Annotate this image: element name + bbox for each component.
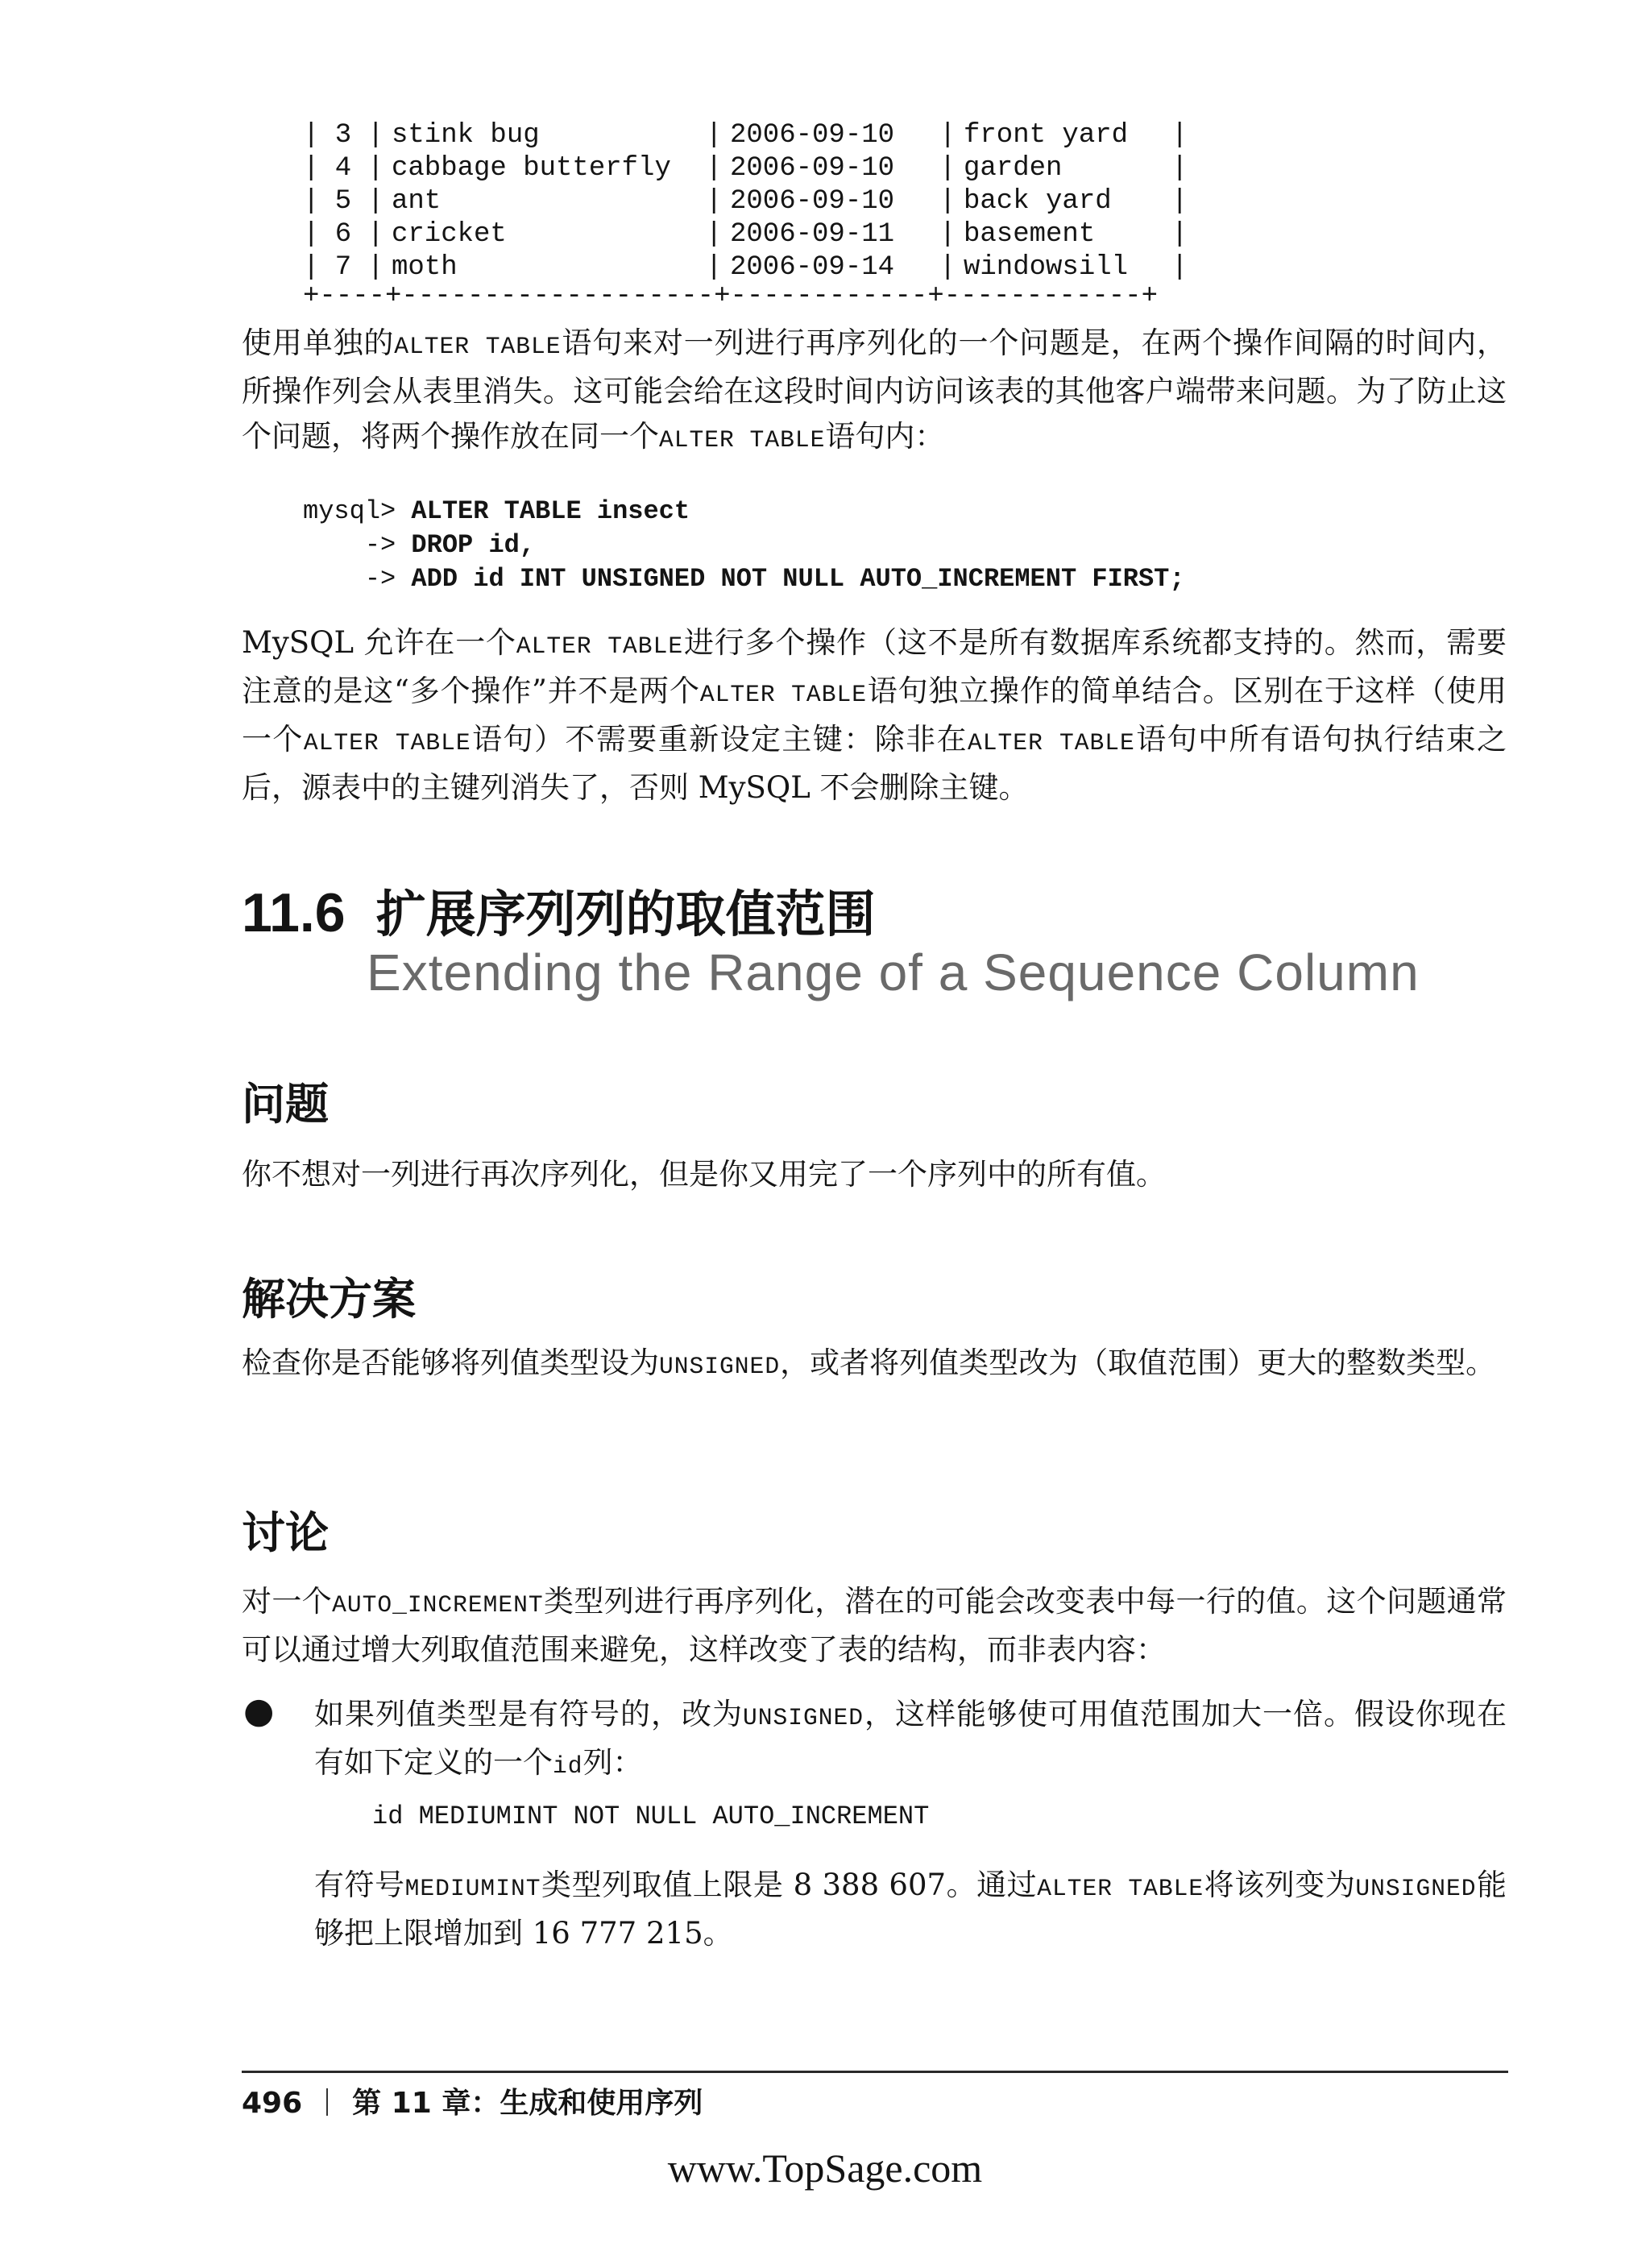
cell-date: 2006-09-10 bbox=[730, 186, 895, 217]
discussion-heading: 讨论 bbox=[242, 1507, 329, 1558]
code-line-definition: id MEDIUMINT NOT NULL AUTO_INCREMENT bbox=[372, 1802, 930, 1831]
page-footer bbox=[242, 2080, 703, 2121]
cell-date: 2006-09-14 bbox=[730, 252, 895, 283]
section-title: 扩展序列列的取值范围 bbox=[375, 885, 876, 943]
code-inline: id bbox=[553, 1752, 583, 1780]
bullet-icon: ● bbox=[243, 1690, 275, 1731]
table-row: | 7 | moth | 2006-09-14 | windowsill | bbox=[303, 252, 1188, 283]
cell-location: back yard bbox=[964, 186, 1112, 217]
discussion-text bbox=[242, 1579, 1507, 1673]
text: 将该列变为 bbox=[1204, 1868, 1356, 1902]
text: 有符号 bbox=[314, 1868, 405, 1902]
solution-heading: 解决方案 bbox=[242, 1274, 416, 1325]
table-row: | 3 | stink bug | 2006-09-10 | front yard | bbox=[303, 120, 1188, 151]
footer-divider bbox=[242, 2071, 1508, 2073]
cell-location: garden bbox=[964, 153, 1063, 184]
cell-id: 5 bbox=[334, 186, 352, 217]
page-number: 496 bbox=[242, 2087, 303, 2120]
section-number: 11.6 bbox=[242, 882, 346, 943]
text: 如果列值类型是有符号的，改为 bbox=[314, 1697, 743, 1731]
cell-name: moth bbox=[392, 252, 458, 283]
chapter-title: 第 11 章：生成和使用序列 bbox=[352, 2087, 703, 2120]
paragraph-atomic-alter bbox=[242, 321, 1507, 462]
text: 使用单独的 bbox=[242, 325, 395, 360]
cell-name: cricket bbox=[392, 219, 507, 250]
cell-date: 2006-09-10 bbox=[730, 153, 895, 184]
code-inline: UNSIGNED bbox=[659, 1353, 781, 1380]
code-prompt: -> bbox=[303, 530, 412, 560]
cell-location: windowsill bbox=[964, 252, 1129, 283]
code-line: DROP id, bbox=[411, 530, 536, 560]
text: 语句）不需要重新设定主键：除非在 bbox=[471, 722, 968, 757]
code-line: ALTER TABLE insect bbox=[411, 496, 690, 526]
code-inline: UNSIGNED bbox=[742, 1704, 864, 1731]
cell-location: front yard bbox=[964, 120, 1129, 151]
code-inline: ALTER TABLE bbox=[968, 729, 1135, 757]
cell-id: 6 bbox=[334, 219, 352, 250]
footer-separator bbox=[326, 2088, 328, 2116]
cell-date: 2006-09-10 bbox=[730, 120, 895, 151]
code-inline: ALTER TABLE bbox=[659, 426, 826, 454]
text: 语句独立操作的简单结合。区别在于这样（使用一个 bbox=[242, 674, 1507, 757]
text: 类型列进行再序列化，潜在的可能会改变表中每一行的值。这个问题通常可以通过增大列取值范围来避免，这样改变了表的结构，而非表内容： bbox=[242, 1584, 1507, 1667]
code-line: ADD id INT UNSIGNED NOT NULL AUTO_INCREMENT FIRST; bbox=[411, 564, 1185, 594]
cell-location: basement bbox=[964, 219, 1096, 250]
table-row: | 5 | ant | 2006-09-10 | back yard | bbox=[303, 186, 1188, 217]
code-inline: ALTER TABLE bbox=[1037, 1875, 1204, 1902]
text: 语句来对一列进行再序列化的一个问题是，在两个操作间隔的时间内，所操作列会从表里消失。这可能会给在这段时间内访问该表的其他客户端带来问题。为了防止这个问题，将两个操作放在同一个 bbox=[242, 325, 1507, 454]
paragraph-multiple-operations bbox=[242, 620, 1507, 811]
text: 能够把上限增加到 16 777 215。 bbox=[314, 1868, 1507, 1951]
cell-id: 7 bbox=[334, 252, 352, 283]
cell-date: 2006-09-11 bbox=[730, 219, 895, 250]
code-prompt: -> bbox=[303, 564, 412, 594]
cell-id: 4 bbox=[334, 153, 352, 184]
problem-text: 你不想对一列进行再次序列化，但是你又用完了一个序列中的所有值。 bbox=[242, 1157, 1166, 1192]
section-heading bbox=[242, 874, 876, 946]
text: MySQL 允许在一个 bbox=[242, 625, 516, 660]
text: ，这样能够使可用值范围加大一倍。假设你现在有如下定义的一个 bbox=[314, 1697, 1507, 1780]
cell-name: ant bbox=[392, 186, 442, 217]
code-inline: ALTER TABLE bbox=[394, 333, 562, 360]
query-result-table bbox=[303, 119, 1188, 312]
code-block-alter-table bbox=[303, 495, 1185, 596]
code-inline: AUTO_INCREMENT bbox=[332, 1591, 544, 1619]
code-inline: MEDIUMINT bbox=[404, 1875, 541, 1902]
text: 列： bbox=[582, 1745, 643, 1780]
text: ，或者将列值类型改为（取值范围）更大的整数类型。 bbox=[780, 1345, 1496, 1380]
cell-name: cabbage butterfly bbox=[392, 153, 671, 184]
bullet-followup-text bbox=[314, 1863, 1507, 1956]
section-subtitle: Extending the Range of a Sequence Column bbox=[367, 943, 1420, 1001]
text: 对一个 bbox=[242, 1584, 333, 1619]
text: 类型列取值上限是 8 388 607。通过 bbox=[541, 1868, 1038, 1902]
cell-name: stink bug bbox=[392, 120, 540, 151]
bullet-text bbox=[314, 1692, 1507, 1789]
code-inline: ALTER TABLE bbox=[699, 681, 867, 708]
code-inline: ALTER TABLE bbox=[516, 632, 684, 660]
solution-text bbox=[242, 1341, 1507, 1389]
watermark-url: www.TopSage.com bbox=[667, 2146, 983, 2191]
table-bottom-border: +----+-------------------+------------+------------+ bbox=[303, 281, 1158, 312]
text: 语句中所有语句执行结束之后，源表中的主键列消失了，否则 MySQL 不会删除主键。 bbox=[242, 722, 1507, 805]
table-row: | 4 | cabbage butterfly | 2006-09-10 | garden | bbox=[303, 153, 1188, 184]
text: 语句内： bbox=[825, 419, 945, 454]
cell-id: 3 bbox=[334, 120, 352, 151]
code-inline: UNSIGNED bbox=[1355, 1875, 1477, 1902]
text: 检查你是否能够将列值类型设为 bbox=[242, 1345, 659, 1380]
problem-heading: 问题 bbox=[242, 1079, 329, 1130]
table-row: | 6 | cricket | 2006-09-11 | basement | bbox=[303, 219, 1188, 250]
code-prompt: mysql> bbox=[303, 496, 412, 526]
code-inline: ALTER TABLE bbox=[303, 729, 471, 757]
text: 进行多个操作（这不是所有数据库系统都支持的。然而，需要注意的是这“多个操作”并不是两个 bbox=[242, 625, 1507, 708]
